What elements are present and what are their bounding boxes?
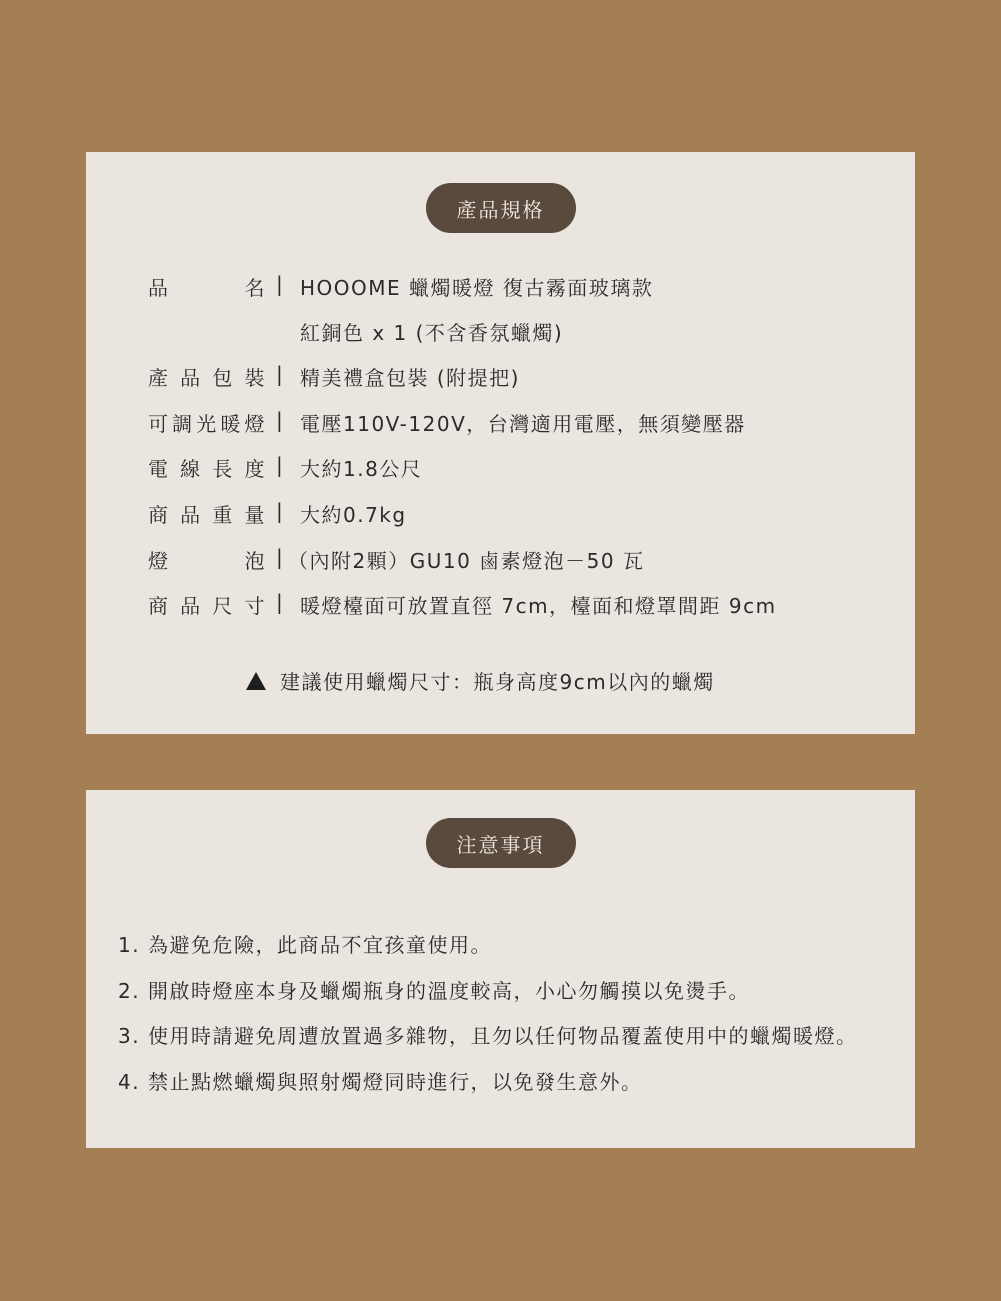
spec-title-badge: 產品規格	[426, 183, 576, 233]
spec-row-packaging: 產 品 包 裝 | 精美禮盒包裝 (附提把)	[148, 362, 520, 390]
spec-value: 電壓110V-120V，台灣適用電壓，無須變壓器	[300, 412, 746, 436]
spec-row-cable-length: 電 線 長 度 | 大約1.8公尺	[148, 453, 423, 481]
spec-row-dimmable: 可 調 光 暖 燈 | 電壓110V-120V，台灣適用電壓，無須變壓器	[148, 408, 746, 436]
spec-label: 商 品 重 量	[148, 503, 266, 527]
notice-item: 4. 禁止點燃蠟燭與照射燭燈同時進行，以免發生意外。	[118, 1070, 643, 1094]
spec-row-name-continued	[148, 317, 895, 347]
spec-value: （內附2顆）GU10 鹵素燈泡－50 瓦	[288, 549, 645, 573]
spec-label: 燈 泡	[148, 549, 266, 573]
spec-row-bulb: 燈 泡 | （內附2顆）GU10 鹵素燈泡－50 瓦	[148, 545, 645, 573]
spec-label: 電 線 長 度	[148, 457, 266, 481]
spec-panel	[86, 152, 915, 734]
spec-row-name: 品 名 | HOOOME 蠟燭暖燈 復古霧面玻璃款	[148, 272, 654, 300]
notice-item: 3. 使用時請避免周遭放置過多雜物，且勿以任何物品覆蓋使用中的蠟燭暖燈。	[118, 1024, 858, 1048]
spec-value: HOOOME 蠟燭暖燈 復古霧面玻璃款	[300, 276, 654, 300]
spec-value: 紅銅色 x 1 (不含香氛蠟燭)	[300, 321, 564, 345]
notice-panel	[86, 790, 915, 1148]
spec-label: 可 調 光 暖 燈	[148, 412, 266, 436]
spec-label: 品 名	[148, 276, 266, 300]
spec-label: 產 品 包 裝	[148, 366, 266, 390]
notice-title-badge: 注意事項	[426, 818, 576, 868]
notice-item: 2. 開啟時燈座本身及蠟燭瓶身的溫度較高，小心勿觸摸以免燙手。	[118, 979, 750, 1003]
spec-row-weight: 商 品 重 量 | 大約0.7kg	[148, 499, 407, 527]
spec-value: 暖燈檯面可放置直徑 7cm，檯面和燈罩間距 9cm	[300, 594, 777, 618]
spec-value: 大約0.7kg	[300, 503, 407, 527]
spec-row-size: 商 品 尺 寸 | 暖燈檯面可放置直徑 7cm，檯面和燈罩間距 9cm	[148, 590, 777, 618]
notice-item: 1. 為避免危險，此商品不宜孩童使用。	[118, 933, 492, 957]
spec-value: 大約1.8公尺	[300, 457, 423, 481]
triangle-up-icon	[246, 672, 266, 690]
candle-size-suggestion: 建議使用蠟燭尺寸：瓶身高度9cm以內的蠟燭	[246, 666, 715, 695]
spec-label: 商 品 尺 寸	[148, 594, 266, 618]
spec-value: 精美禮盒包裝 (附提把)	[300, 366, 520, 390]
